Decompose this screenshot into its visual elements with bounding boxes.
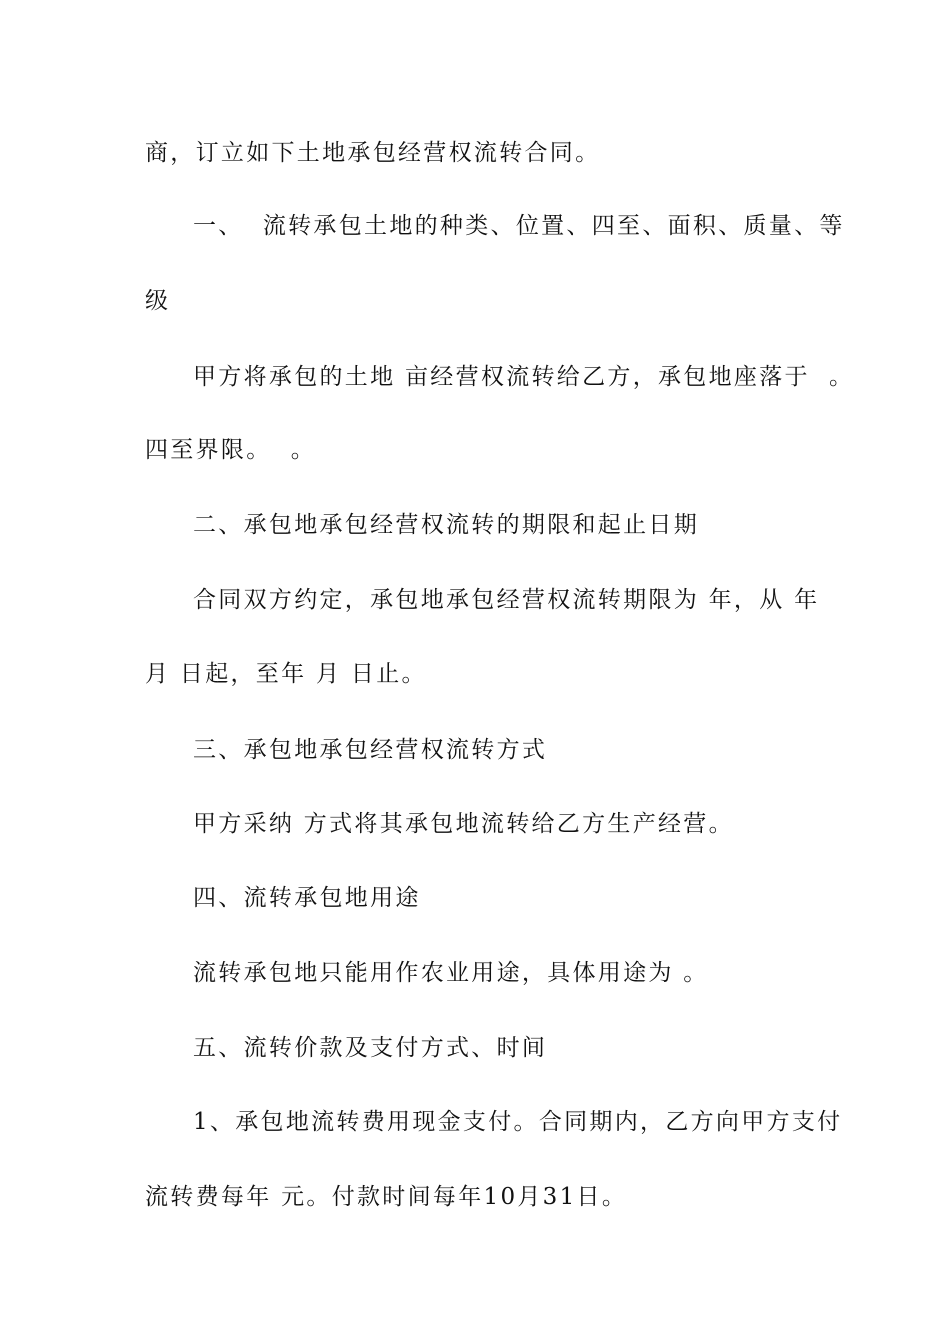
text-line-payment-terms: 1、承包地流转费用现金支付。合同期内，乙方向甲方支付 (193, 1109, 843, 1135)
text-line-transfer-method: 甲方采纳 方式将其承包地流转给乙方生产经营。 (193, 811, 734, 837)
text-line-land-use: 流转承包地只能用作农业用途，具体用途为 。 (193, 960, 709, 986)
text-line-payment-time: 流转费每年 元。付款时间每年10月31日。 (145, 1184, 628, 1210)
text-line-contract-intro: 商，订立如下土地承包经营权流转合同。 (145, 140, 601, 166)
text-line-grade: 级 (145, 288, 171, 314)
section-heading-land-use: 四、流转承包地用途 (193, 885, 421, 911)
section-heading-land-info: 一、 流转承包土地的种类、位置、四至、面积、质量、等 (193, 213, 845, 239)
text-line-term-agreement: 合同双方约定，承包地承包经营权流转期限为 年，从 年 (193, 587, 820, 613)
section-heading-term: 二、承包地承包经营权流转的期限和起止日期 (193, 512, 699, 538)
text-line-boundaries: 四至界限。 。 (145, 437, 317, 463)
section-heading-transfer-method: 三、承包地承包经营权流转方式 (193, 737, 548, 763)
text-line-term-dates: 月 日起，至年 月 日止。 (145, 661, 427, 687)
section-heading-payment: 五、流转价款及支付方式、时间 (193, 1035, 548, 1061)
text-line-land-area: 甲方将承包的土地 亩经营权流转给乙方，承包地座落于 。 (193, 364, 855, 390)
